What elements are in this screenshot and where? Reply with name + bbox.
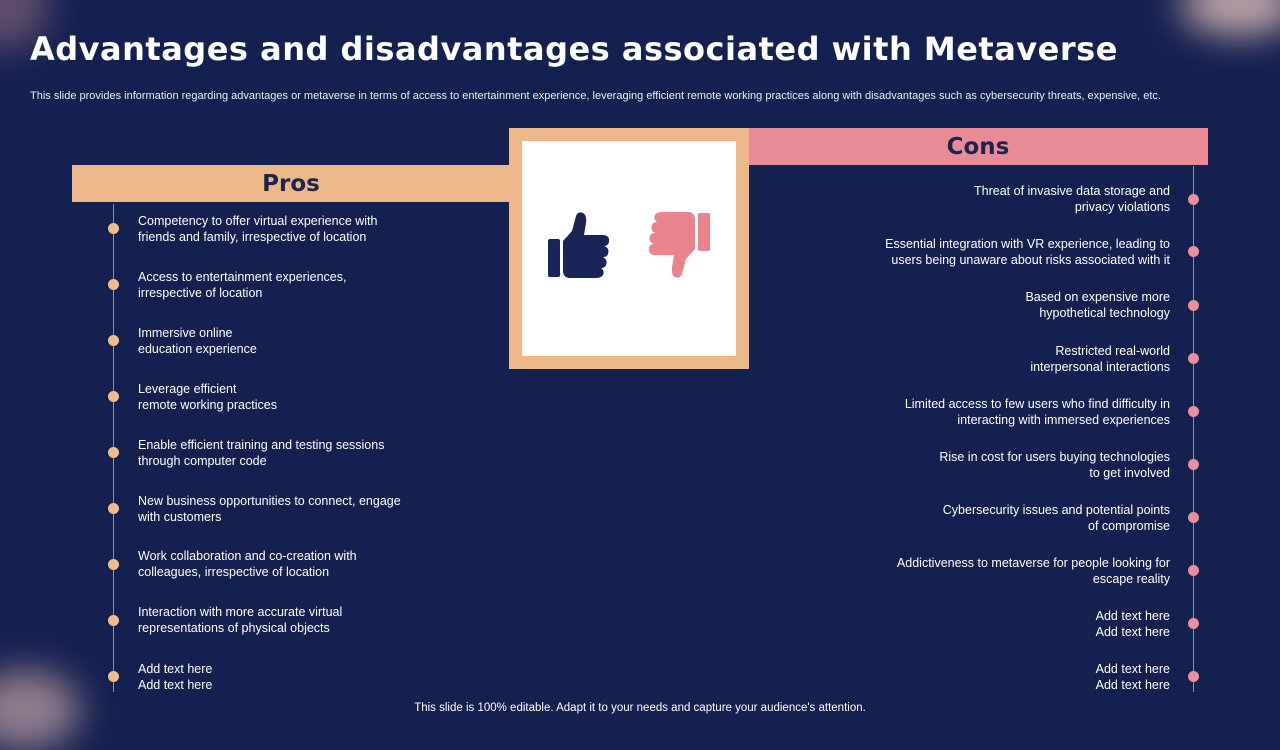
cons-item: Addictiveness to metaverse for people looking for escape reality	[896, 556, 1170, 586]
pros-bullet	[108, 223, 119, 234]
cons-item: Restricted real-world interpersonal interactions	[1030, 344, 1170, 374]
cons-label: Cons	[946, 133, 1010, 160]
pros-bullet	[108, 503, 119, 514]
slide-title: Advantages and disadvantages associated with Metaverse	[30, 30, 1118, 68]
cons-bullet	[1188, 194, 1199, 205]
cons-item: Cybersecurity issues and potential points of compromise	[942, 503, 1170, 533]
pros-bullet	[108, 391, 119, 402]
cons-bullet	[1188, 246, 1199, 257]
slide-subtitle: This slide provides information regarding advantages or metaverse in terms of access to entertainment experience, leveraging efficient remote working practices along with disadvantages such as cybersecurity threats, expensive, etc.	[30, 90, 1161, 102]
icon-panel	[509, 128, 749, 369]
cons-bullet	[1188, 459, 1199, 470]
pros-bullet	[108, 615, 119, 626]
cons-bullet	[1188, 565, 1199, 576]
pros-bullet	[108, 671, 119, 682]
cons-item: Limited access to few users who find difficulty in interacting with immersed experiences	[904, 397, 1170, 427]
cons-bullet	[1188, 300, 1199, 311]
pros-bullet	[108, 559, 119, 570]
cons-item: Essential integration with VR experience, leading to users being unaware about risks associated with it	[885, 237, 1170, 267]
decorative-blob	[1180, 0, 1280, 35]
pros-item: Leverage efficient remote working practices	[138, 382, 277, 412]
cons-item: Add text here Add text here	[1095, 609, 1170, 639]
pros-item: New business opportunities to connect, engage with customers	[138, 494, 401, 524]
pros-item: Work collaboration and co-creation with colleagues, irrespective of location	[138, 549, 357, 579]
pros-item: Access to entertainment experiences, irrespective of location	[138, 270, 347, 300]
cons-bullet	[1188, 512, 1199, 523]
cons-bullet	[1188, 353, 1199, 364]
cons-item: Add text here Add text here	[1095, 662, 1170, 692]
pros-item: Interaction with more accurate virtual representations of physical objects	[138, 605, 343, 635]
cons-header	[748, 128, 1208, 165]
pros-item: Enable efficient training and testing sessions through computer code	[138, 438, 385, 468]
pros-bullet	[108, 335, 119, 346]
cons-timeline	[1193, 166, 1194, 692]
icon-panel-inner	[522, 141, 736, 356]
pros-item: Add text here Add text here	[138, 662, 213, 692]
cons-bullet	[1188, 406, 1199, 417]
pros-bullet	[108, 279, 119, 290]
cons-bullet	[1188, 618, 1199, 629]
cons-item: Based on expensive more hypothetical technology	[1025, 290, 1170, 320]
footer-note: This slide is 100% editable. Adapt it to your needs and capture your audience's attention.	[414, 702, 866, 714]
thumbs-down-icon	[646, 209, 710, 279]
pros-header	[72, 165, 510, 202]
cons-item: Threat of invasive data storage and privacy violations	[974, 184, 1170, 214]
pros-bullet	[108, 447, 119, 458]
cons-item: Rise in cost for users buying technologies to get involved	[939, 450, 1170, 480]
thumbs-up-icon	[548, 211, 612, 281]
pros-item: Competency to offer virtual experience with friends and family, irrespective of location	[138, 214, 378, 244]
pros-label: Pros	[262, 170, 320, 197]
pros-item: Immersive online education experience	[138, 326, 257, 356]
cons-bullet	[1188, 671, 1199, 682]
